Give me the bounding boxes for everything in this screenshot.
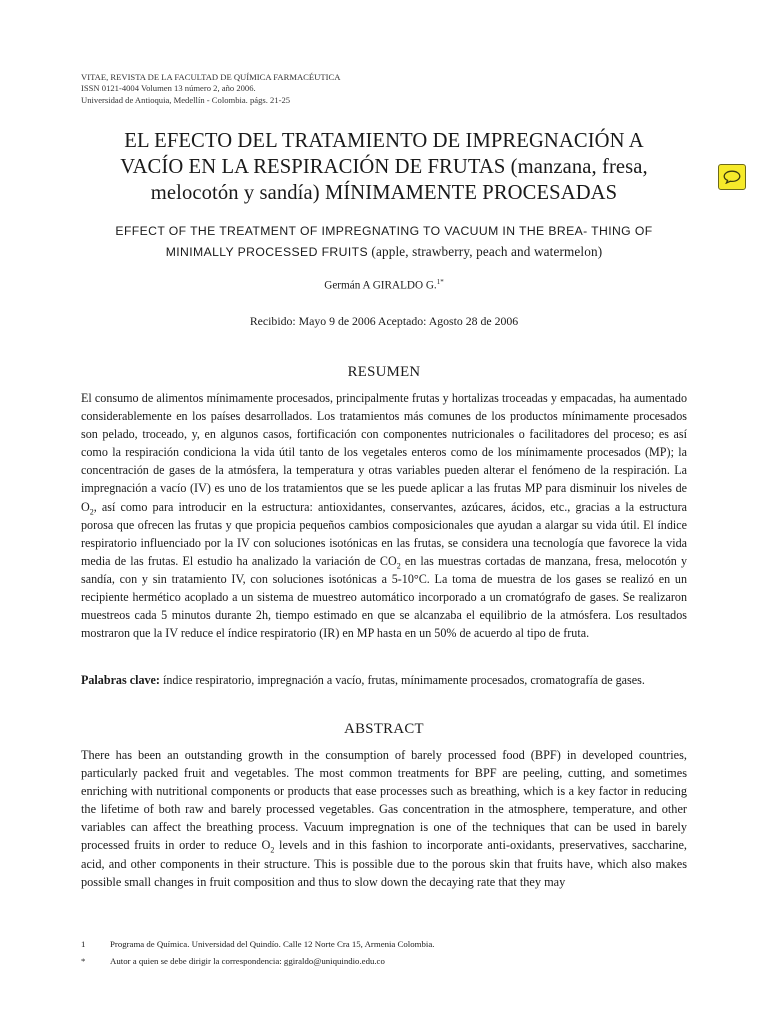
author-marks: 1* [436, 278, 444, 286]
journal-issn: ISSN 0121-4004 Volumen 13 número 2, año 2006. [81, 83, 256, 94]
title-line-2: VACÍO EN LA RESPIRACIÓN DE FRUTAS (manzana, fresa, [120, 156, 648, 178]
resumen-heading: RESUMEN [347, 364, 421, 380]
footnote-text: Programa de Química. Universidad del Quindío. Calle 12 Norte Cra 15, Armenia Colombia. [110, 939, 435, 949]
comment-annotation-icon[interactable] [718, 164, 746, 190]
footnote-mark: * [81, 956, 86, 966]
footnote-correspondence: Autor a quien se debe dirigir la correspondencia: [110, 956, 284, 966]
abstract-o2-subscript: 2 [270, 845, 275, 855]
resumen-co2-subscript: 2 [396, 561, 401, 571]
title-en-caps: EFFECT OF THE TREATMENT OF IMPREGNATING TO VACUUM IN THE BREA- THING OF MINIMALLY PROCESSED FRUITS [115, 224, 653, 259]
journal-header [81, 72, 501, 106]
speech-bubble-icon [723, 170, 741, 184]
resumen-paragraph [81, 389, 687, 642]
title-line-3: melocotón y sandía) MÍNIMAMENTE PROCESADAS [150, 182, 618, 204]
journal-university: Universidad de Antioquia, Medellín - Colombia. págs. 21-25 [81, 94, 291, 105]
resumen-text-3: en las muestras cortadas de manzana, fresa, melocotón y sandía, con y sin tratamiento IV, con soluciones isotónicas a 5-10°C. La toma de muestra de los gases se realizó en un recipiente hermético acoplado a un sistema de muestreo automático incorporado a un cromatógrafo de gases. Se realizaron muestreos cada 5 minutos durante 2h, tiempo estimado en que se alcanzaba el equilibrio de la atmósfera. Los resultados mostraron que la IV reduce el índice respiratorio (IR) en MP hasta en un 50% de acuerdo al tipo de fruta. [81, 553, 688, 641]
title-en-rest: (apple, strawberry, peach and watermelon) [367, 243, 603, 259]
keywords-label: Palabras clave: [81, 673, 160, 687]
journal-name: VITAE, REVISTA DE LA FACULTAD DE QUÍMICA FARMACÉUTICA [81, 72, 341, 82]
footnote-text [110, 953, 687, 970]
received-dates: Recibido: Mayo 9 de 2006 Aceptado: Agosto 28 de 2006 [249, 314, 519, 328]
title-line-1: EL EFECTO DEL TRATAMIENTO DE IMPREGNACIÓN A [124, 130, 644, 152]
author-name: Germán A GIRALDO G. [324, 279, 437, 292]
keywords-list: índice respiratorio, impregnación a vacío, frutas, mínimamente procesados, cromatografía de gases. [159, 673, 645, 687]
resumen-o2-subscript: 2 [89, 506, 94, 516]
footnotes [81, 936, 687, 970]
abstract-text-1: There has been an outstanding growth in the consumption of barely processed food (BPF) in developed countries, particularly packed fruit and vegetables. The most common treatments for BPF are peeling, cutting, and sometimes enriching with nutritional components or products that ease processes such as breathing, which is a key factor in reducing the lifetime of both raw and barely processed vegetables. Gas concentration in the atmosphere, temperature, and other variables can affect the breathing process. Vacuum impregnation is one of the techniques that can be used in barely processed fruits in order to reduce O [81, 748, 687, 853]
keywords-paragraph [81, 671, 687, 689]
article-title-es [84, 128, 684, 206]
abstract-text-2: levels and in this fashion to incorporate anti-oxidants, preservatives, saccharine, acid, and other components in their structure. This is possible due to the porous skin that fruits have, which also makes possible small changes in fruit composition and thus to slow down the decaying rate that they may [81, 838, 688, 889]
footnote-2 [81, 953, 687, 970]
footnote-1 [81, 936, 687, 953]
footnote-mark: 1 [81, 939, 86, 949]
abstract-heading: ABSTRACT [344, 721, 424, 737]
article-title-en [100, 221, 668, 262]
correspondence-email: ggiraldo@uniquindio.edu.co [283, 956, 385, 966]
resumen-text-2: , así como para introducir en la estructura: antioxidantes, conservantes, azúcares, ácidos, etc., gracias a la estructura porosa que ofrecen las frutas y que propicia pequeños cambios composicionales que ayudan a alargar su vida útil. El índice respiratorio influenciado por la IV con soluciones isotónicas en las frutas, se considera una tecnología que favorece la vida media de las frutas. El estudio ha analizado la variación de CO [81, 499, 687, 568]
abstract-paragraph [81, 746, 687, 891]
resumen-text-1: El consumo de alimentos mínimamente procesados, principalmente frutas y hortalizas troceadas y empacadas, ha aumentado considerablemente en los países desarrollados. Los tratamientos más comunes de los productos mínimamente procesados son pelado, troceado, y, en algunos casos, fortificación con componentes nutricionales o facilitadores del proceso; es así como la respiración condiciona la vida útil tanto de los vegetales enteros como de los mínimamente procesados (MP); la concentración de gases de la atmósfera, la temperatura y otras variables pueden alterar el fenómeno de la respiración. La impregnación a vacío (IV) es uno de los tratamientos que se les puede aplicar a las frutas MP para disminuir los niveles de O [81, 391, 687, 514]
author-line [84, 278, 684, 292]
